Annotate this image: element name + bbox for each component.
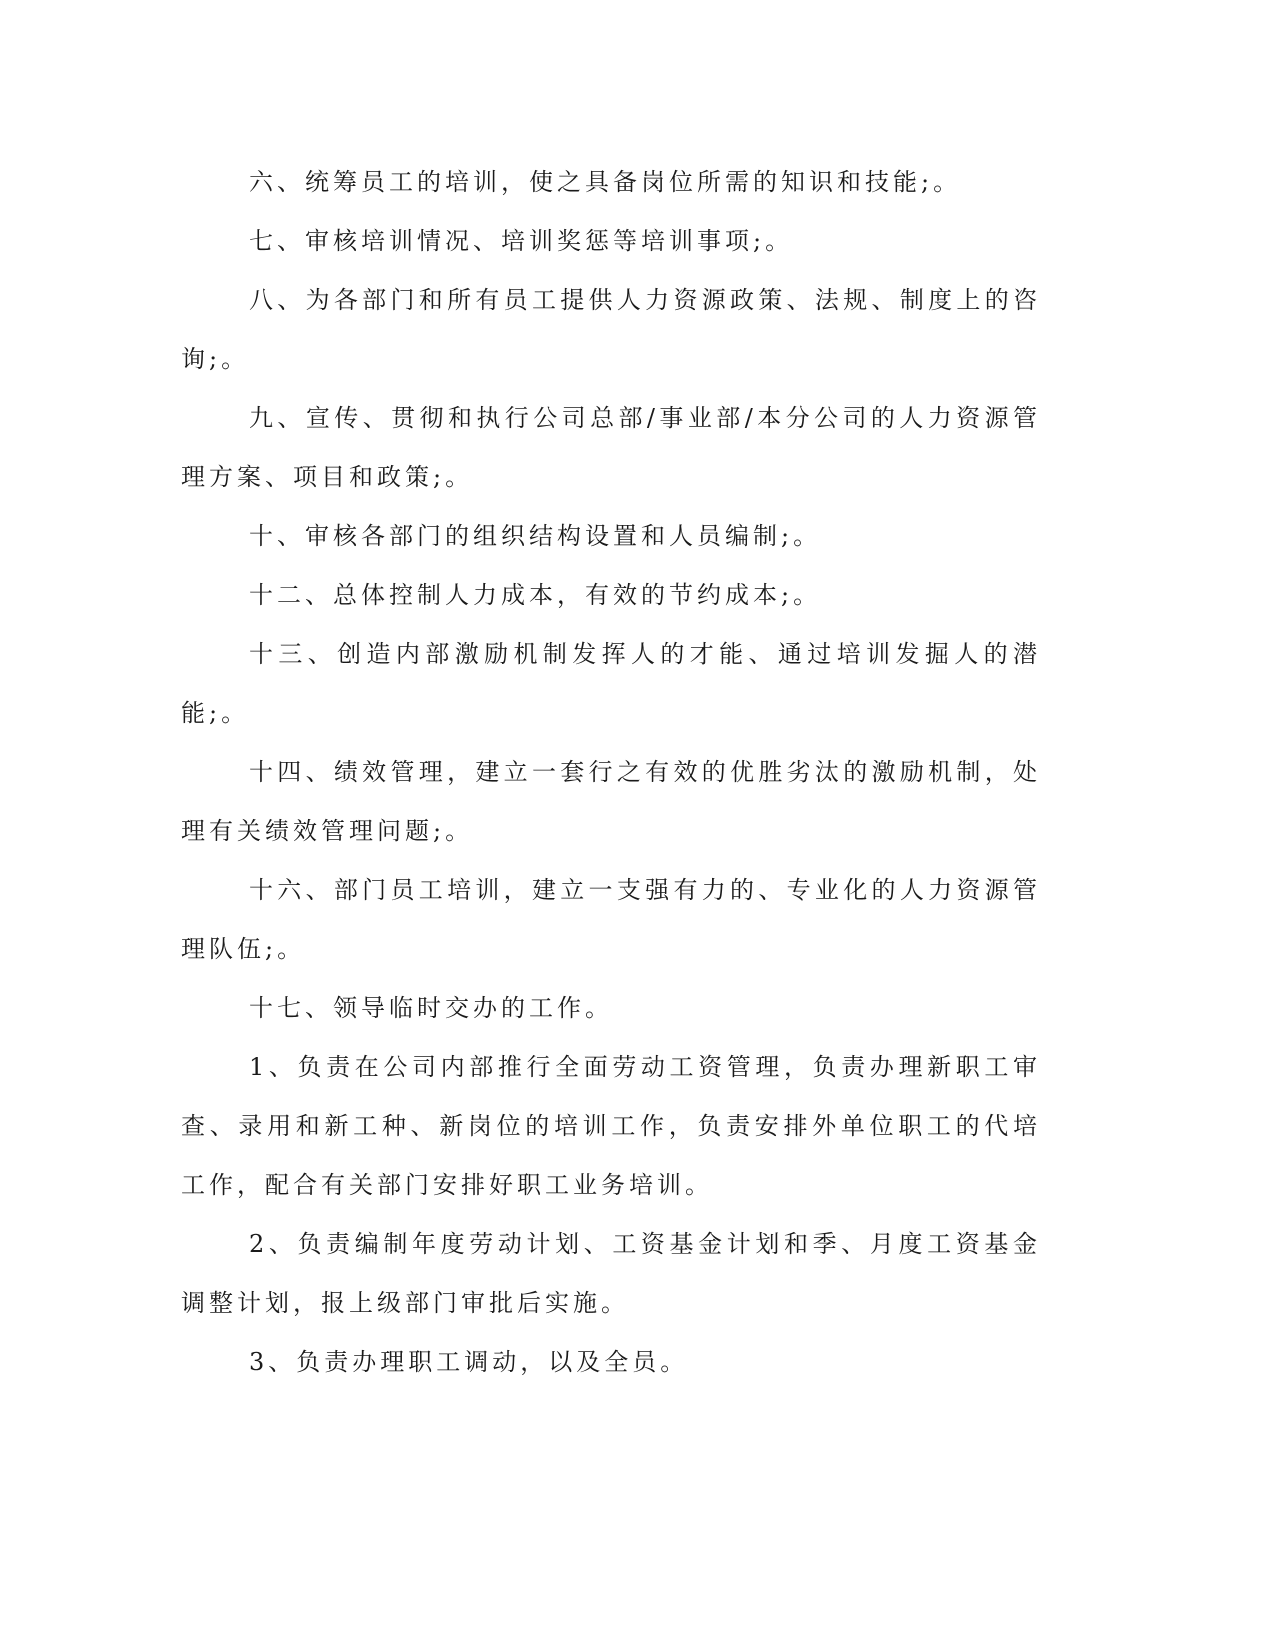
paragraph-item-12: 十二、总体控制人力成本，有效的节约成本;。: [249, 581, 822, 609]
document-body: [181, 153, 1041, 1392]
paragraph-duty-1: 1、负责在公司内部推行全面劳动工资管理，负责办理新职工审查、录用和新工种、新岗位的培训工作，负责安排外单位职工的代培工作，配合有关部门安排好职工业务培训。: [181, 1053, 1041, 1199]
paragraph-item-9: 九、宣传、贯彻和执行公司总部/事业部/本分公司的人力资源管理方案、项目和政策;。: [181, 404, 1041, 491]
paragraph-item-8: 八、为各部门和所有员工提供人力资源政策、法规、制度上的咨询;。: [181, 286, 1041, 373]
paragraph-duty-2: 2、负责编制年度劳动计划、工资基金计划和季、月度工资基金调整计划，报上级部门审批后实施。: [181, 1230, 1041, 1317]
paragraph-duty-3: 3、负责办理职工调动，以及全员。: [249, 1348, 689, 1376]
paragraph-item-17: 十七、领导临时交办的工作。: [249, 994, 613, 1022]
paragraph-item-16: 十六、部门员工培训，建立一支强有力的、专业化的人力资源管理队伍;。: [181, 876, 1041, 963]
paragraph-item-6: 六、统筹员工的培训，使之具备岗位所需的知识和技能;。: [249, 168, 962, 196]
paragraph-item-13: 十三、创造内部激励机制发挥人的才能、通过培训发掘人的潜能;。: [181, 640, 1041, 727]
paragraph-item-7: 七、审核培训情况、培训奖惩等培训事项;。: [249, 227, 794, 255]
paragraph-item-10: 十、审核各部门的组织结构设置和人员编制;。: [249, 522, 822, 550]
paragraph-item-14: 十四、绩效管理，建立一套行之有效的优胜劣汰的激励机制，处理有关绩效管理问题;。: [181, 758, 1041, 845]
